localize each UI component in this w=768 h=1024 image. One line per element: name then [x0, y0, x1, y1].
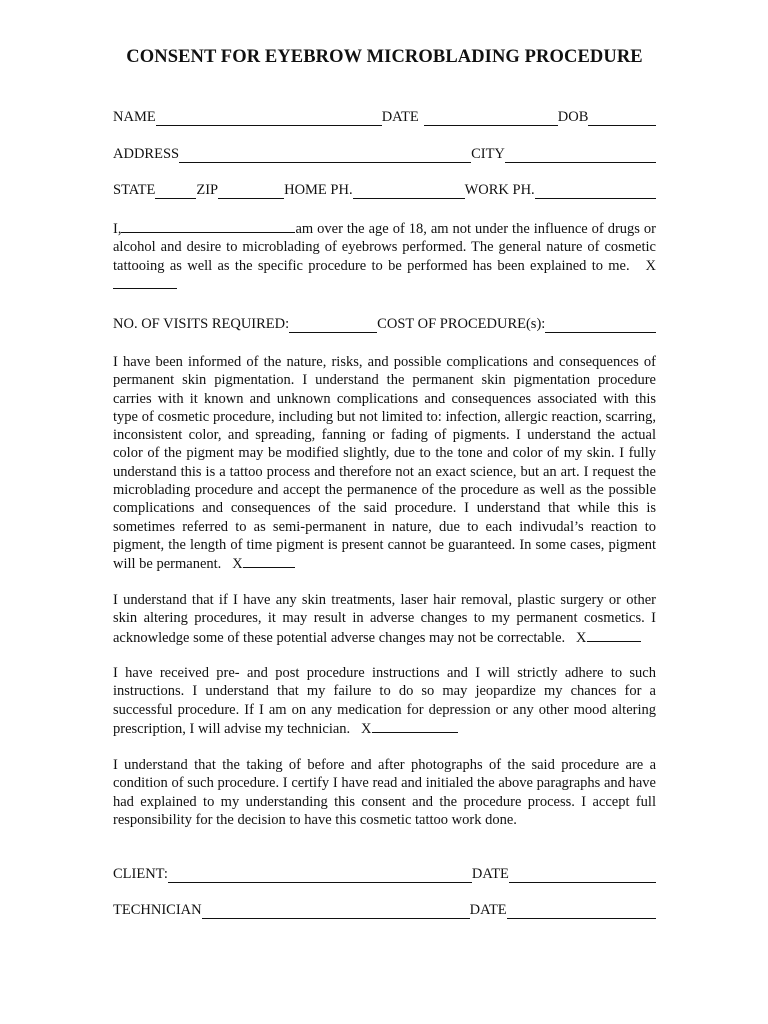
technician-label: TECHNICIAN — [113, 902, 202, 918]
zip-field[interactable] — [218, 184, 284, 199]
risks-initial-mark: X — [232, 556, 243, 573]
risks-initial-field[interactable] — [243, 554, 295, 568]
dob-label: DOB — [557, 109, 589, 125]
technician-signature-row — [113, 901, 656, 919]
work-phone-label: WORK PH. — [464, 182, 535, 198]
dob-field[interactable] — [588, 111, 656, 126]
address-field[interactable] — [179, 148, 471, 163]
skin-treatments-text: I understand that if I have any skin treatments, laser hair removal, plastic surgery or other skin altering procedures, it may result in adverse changes to my permanent cosmetics. I acknowledge some of these potential adverse changes may not be correctable. — [113, 592, 656, 646]
visits-field[interactable] — [289, 318, 377, 333]
technician-date-field[interactable] — [507, 904, 656, 919]
intro-initial-mark: X — [645, 257, 656, 274]
name-date-dob-row — [113, 108, 656, 126]
client-date-label: DATE — [471, 866, 509, 882]
name-field[interactable] — [156, 111, 382, 126]
skin-treatments-initial-mark: X — [576, 629, 587, 646]
intro-prefix: I, — [113, 221, 122, 237]
visits-cost-row — [113, 315, 656, 333]
state-zip-phone-row — [113, 181, 656, 199]
client-date-field[interactable] — [509, 868, 656, 883]
risks-paragraph — [113, 353, 656, 574]
home-phone-field[interactable] — [353, 184, 465, 199]
skin-treatments-initial-field[interactable] — [587, 628, 641, 642]
technician-date-label: DATE — [469, 902, 507, 918]
instructions-initial-field[interactable] — [372, 719, 458, 733]
intro-paragraph — [113, 219, 656, 294]
work-phone-field[interactable] — [535, 184, 656, 199]
address-city-row — [113, 145, 656, 163]
name-label: NAME — [113, 109, 156, 125]
state-field[interactable] — [155, 184, 196, 199]
risks-text: I have been informed of the nature, risks, and possible complications and consequences of permanent skin pigmentation. I understand the permanent skin pigmentation procedure carries with it known and unknown complications and consequences associated with this type of cosmetic procedure, including but not limited to: infection, allergic reaction, scarring, inconsistent color, and spreading, fanning or fading of pigments. I understand the actual color of the pigment may be modified slightly, due to the tone and color of my skin. I fully understand this is a tattoo process and therefore not an exact science, but an art. I request the microblading procedure and accept the permanence of the procedure as well as the possible complications and consequences of the said procedure. I understand that while this is sometimes referred to as semi-permanent in nature, due to each indivudal’s reaction to pigment, the length of time pigment is present cannot be guaranteed. In some cases, pigment will be permanent. — [113, 354, 656, 573]
client-signature-field[interactable] — [168, 868, 472, 883]
state-label: STATE — [113, 182, 156, 198]
intro-text: am over the age of 18, am not under the influence of drugs or alcohol and desire to microblading of eyebrows performed. The general nature of cosmetic tattooing as well as the specific procedure to be performed has been explained to me. — [113, 221, 656, 274]
zip-label: ZIP — [196, 182, 219, 198]
client-name-inline-field[interactable] — [121, 219, 295, 233]
date-field[interactable] — [424, 111, 558, 126]
instructions-paragraph — [113, 664, 656, 738]
client-label: CLIENT: — [113, 866, 168, 882]
technician-signature-field[interactable] — [202, 904, 470, 919]
cost-label: COST OF PROCEDURE(s): — [377, 316, 546, 332]
city-label: CITY — [471, 146, 505, 162]
date-label: DATE — [381, 109, 419, 125]
home-phone-label: HOME PH. — [284, 182, 353, 198]
city-field[interactable] — [505, 148, 656, 163]
instructions-initial-mark: X — [361, 720, 372, 737]
instructions-text: I have received pre- and post procedure instructions and I will strictly adhere to such instructions. I understand that my failure to do so may jeopardize my chances for a successful procedure. If I am on any medication for depression or any other mood altering prescription, I will advise my technician. — [113, 665, 656, 737]
client-signature-row — [113, 865, 656, 883]
photographs-paragraph — [113, 756, 656, 829]
intro-initial-field[interactable] — [113, 275, 177, 289]
document-title: CONSENT FOR EYEBROW MICROBLADING PROCEDURE — [126, 47, 643, 67]
skin-treatments-paragraph — [113, 591, 656, 647]
photographs-text: I understand that the taking of before and after photographs of the said procedure are a condition of such procedure. I certify I have read and initialed the above paragraphs and have had explained to my understanding this consent and the procedure process. I accept full responsibility for the decision to have this cosmetic tattoo work done. — [113, 757, 656, 828]
address-label: ADDRESS — [113, 146, 180, 162]
cost-field[interactable] — [545, 318, 656, 333]
visits-label: NO. OF VISITS REQUIRED: — [113, 316, 290, 332]
